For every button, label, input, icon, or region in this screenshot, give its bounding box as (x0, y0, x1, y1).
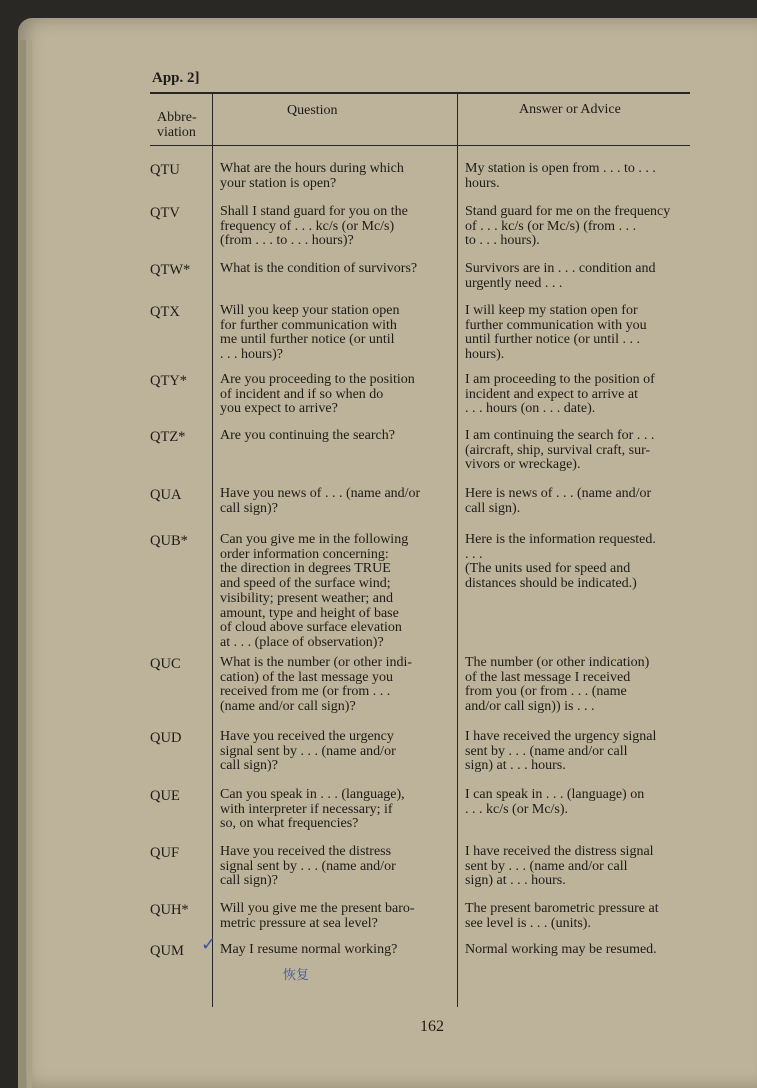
question-text: What are the hours during which your station is open? (220, 161, 404, 191)
table-row (150, 730, 710, 790)
table-row (150, 656, 710, 716)
question-text: Have you received the distress signal sent by . . . (name and/or call sign)? (220, 844, 396, 889)
abbreviation: QTW* (150, 262, 191, 278)
table-row (150, 205, 710, 265)
page-number: 162 (420, 1018, 444, 1035)
table-row (150, 373, 710, 433)
column-header-abbreviation: Abbre- viation (157, 110, 197, 140)
table-row (150, 429, 710, 489)
abbreviation: QUF (150, 845, 180, 861)
question-text: What is the condition of survivors? (220, 261, 418, 276)
abbreviation: QUC (150, 656, 181, 672)
abbreviation: QTY* (150, 373, 188, 389)
answer-text: The number (or other indication) of the last message I received from you (or from . . . (name and/or call sign)) is . . . (465, 655, 650, 715)
answer-text: Stand guard for me on the frequency of . . . kc/s (or Mc/s) (from . . . to . . . hours). (465, 204, 671, 249)
page-edge (20, 40, 26, 1088)
answer-text: I am continuing the search for . . . (aircraft, ship, survival craft, sur- vivors or wreckage). (465, 428, 655, 473)
answer-text: I am proceeding to the position of incident and expect to arrive at . . . hours (on . . . date). (465, 372, 655, 417)
table-row (150, 943, 710, 1003)
question-text: Are you continuing the search? (220, 428, 395, 443)
table-row (150, 788, 710, 848)
abbreviation: QUE (150, 788, 180, 804)
abbreviation: QTX (150, 304, 180, 320)
answer-text: Normal working may be resumed. (465, 942, 657, 957)
question-text: What is the number (or other indi- cation) of the last message you received from me (or from . . . (name and/or call sign)? (220, 655, 413, 715)
abbreviation: QTU (150, 162, 180, 178)
answer-text: I have received the distress signal sent by . . . (name and/or call sign) at . . . hours. (465, 844, 654, 889)
header-rule (150, 145, 690, 146)
table-row (150, 532, 710, 650)
question-text: Are you proceeding to the position of incident and if so when do you expect to arrive? (220, 372, 415, 417)
handwritten-check-mark: ✓ (201, 934, 217, 955)
appendix-label: App. 2] (152, 70, 200, 86)
question-text: Will you keep your station open for further communication with me until further notice (or until . . . hours)? (220, 303, 400, 363)
answer-text: Here is the information requested. . . . (The units used for speed and distances should be indicated.) (465, 532, 656, 592)
handwritten-note: 恢复 (283, 968, 310, 983)
answer-text: My station is open from . . . to . . . hours. (465, 161, 656, 191)
answer-text: Survivors are in . . . condition and urgently need . . . (465, 261, 656, 291)
table-row (150, 304, 710, 364)
abbreviation: QUA (150, 487, 182, 503)
question-text: May I resume normal working? (220, 942, 398, 957)
answer-text: I have received the urgency signal sent by . . . (name and/or call sign) at . . . hours. (465, 729, 657, 774)
question-text: Have you received the urgency signal sent by . . . (name and/or call sign)? (220, 729, 396, 774)
answer-text: I can speak in . . . (language) on . . . kc/s (or Mc/s). (465, 787, 645, 817)
top-rule (150, 92, 690, 94)
abbreviation: QUB* (150, 533, 188, 549)
question-text: Shall I stand guard for you on the frequency of . . . kc/s (or Mc/s) (from . . . to . . . hours)? (220, 204, 408, 249)
answer-text: I will keep my station open for further communication with you until further notice (or until . . . hours). (465, 303, 647, 363)
answer-text: Here is news of . . . (name and/or call sign). (465, 486, 652, 516)
page-edge (27, 40, 32, 1088)
question-text: Have you news of . . . (name and/or call sign)? (220, 486, 421, 516)
abbreviation: QUM (150, 943, 184, 959)
answer-text: The present barometric pressure at see level is . . . (units). (465, 901, 659, 931)
abbreviation: QUD (150, 730, 182, 746)
question-text: Will you give me the present baro- metric pressure at sea level? (220, 901, 415, 931)
abbreviation: QTZ* (150, 429, 186, 445)
abbreviation: QUH* (150, 902, 189, 918)
table-row (150, 845, 710, 905)
question-text: Can you give me in the following order information concerning: the direction in degrees TRUE and speed of the surface wind; visibility; present weather; and amount, type and height of base of cloud above surface elevation at . . . (place of observation)? (220, 532, 409, 650)
abbreviation: QTV (150, 205, 180, 221)
column-header-answer: Answer or Advice (519, 102, 621, 117)
question-text: Can you speak in . . . (language), with interpreter if necessary; if so, on what frequencies? (220, 787, 405, 832)
column-header-question: Question (287, 103, 338, 118)
